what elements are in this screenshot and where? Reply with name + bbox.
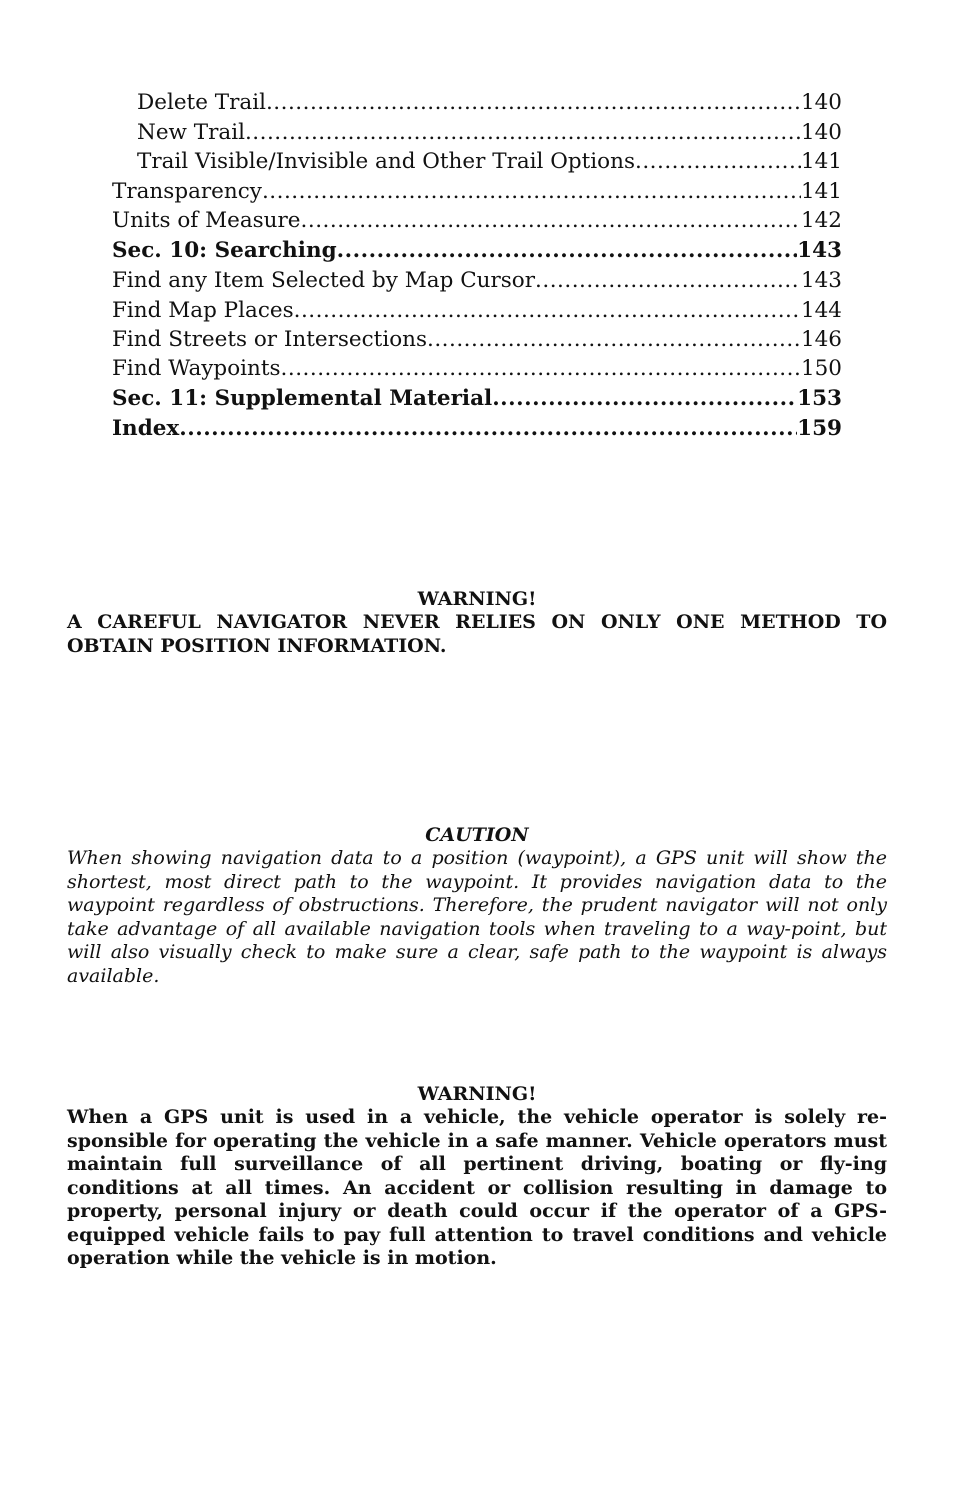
toc-leader-dots	[262, 177, 801, 207]
toc-entry-page: 159	[797, 416, 842, 441]
toc-leader-dots	[294, 296, 801, 326]
toc-leader-dots	[337, 236, 797, 266]
toc-entry-title: New Trail	[137, 120, 245, 145]
warning-title: WARNING!	[417, 588, 537, 610]
toc-entry-title: Find Waypoints	[112, 356, 281, 381]
toc-section-entry	[112, 384, 842, 414]
toc-entry	[137, 88, 842, 118]
warning-title: WARNING!	[417, 1083, 537, 1105]
toc-leader-dots	[179, 414, 797, 444]
toc-entry-page: 141	[800, 179, 842, 204]
caution-title: CAUTION	[425, 824, 529, 846]
toc-leader-dots	[281, 354, 801, 384]
toc-entry	[112, 206, 842, 236]
toc-entry-page: 150	[800, 356, 842, 381]
toc-entry-title: Index	[112, 416, 180, 441]
toc-entry	[112, 325, 842, 355]
toc-entry-title: Delete Trail	[137, 90, 266, 115]
toc-entry-page: 140	[800, 120, 842, 145]
toc-entry-title: Find Map Places	[112, 298, 294, 323]
toc-entry-page: 140	[800, 90, 842, 115]
toc-section-entry	[112, 236, 842, 266]
toc-entry-title: Transparency	[112, 179, 262, 204]
toc-leader-dots	[301, 206, 801, 236]
warning-text: When a GPS unit is used in a vehicle, the vehicle operator is solely re-sponsible for operating the vehicle in a safe manner. Vehicle operators must maintain full surveillance of all pertinent driving, boating or fly-ing conditions at all times. An accident or collision resulting in damage to property, personal injury or death could occur if the operator of a GPS-equipped vehicle fails to pay full attention to travel conditions and vehicle operation while the vehicle is in motion.	[67, 1106, 887, 1269]
toc-leader-dots	[635, 147, 801, 177]
toc-entry-page: 142	[800, 208, 842, 233]
toc-entry	[112, 354, 842, 384]
caution-notice	[67, 823, 887, 988]
toc-leader-dots	[492, 384, 797, 414]
toc-entry-title: Sec. 10: Searching	[112, 238, 337, 263]
toc-entry-page: 143	[800, 268, 842, 293]
toc-entry	[112, 177, 842, 207]
warning-notice-navigation	[67, 587, 887, 658]
toc-entry	[112, 266, 842, 296]
toc-leader-dots	[427, 325, 801, 355]
toc-entry	[137, 147, 842, 177]
toc-entry-page: 143	[797, 238, 842, 263]
warning-text: A CAREFUL NAVIGATOR NEVER RELIES ON ONLY ONE METHOD TO OBTAIN POSITION INFORMATION.	[67, 611, 887, 657]
toc-leader-dots	[245, 118, 801, 148]
toc-entry	[137, 118, 842, 148]
toc-entry-page: 141	[800, 149, 842, 174]
toc-entry	[112, 296, 842, 326]
toc-entry-title: Units of Measure	[112, 208, 301, 233]
toc-entry-title: Find any Item Selected by Map Cursor	[112, 268, 536, 293]
toc-entry-page: 144	[800, 298, 842, 323]
caution-text: When showing navigation data to a position (waypoint), a GPS unit will show the shortest, most direct path to the waypoint. It provides navigation data to the waypoint regardless of obstructions. Therefore, the prudent navigator will not only take advantage of all available navigation tools when traveling to a way-point, but will also visually check to make sure a clear, safe path to the waypoint is always available.	[67, 847, 887, 987]
toc-entry-title: Find Streets or Intersections	[112, 327, 428, 352]
toc-section-entry	[112, 414, 842, 444]
toc-entry-page: 153	[797, 386, 842, 411]
warning-notice-vehicle	[67, 1082, 887, 1271]
toc-entry-title: Trail Visible/Invisible and Other Trail Options	[137, 149, 635, 174]
toc-leader-dots	[535, 266, 801, 296]
toc-entry-title: Sec. 11: Supplemental Material	[112, 386, 493, 411]
toc-entry-page: 146	[800, 327, 842, 352]
toc-leader-dots	[266, 88, 801, 118]
